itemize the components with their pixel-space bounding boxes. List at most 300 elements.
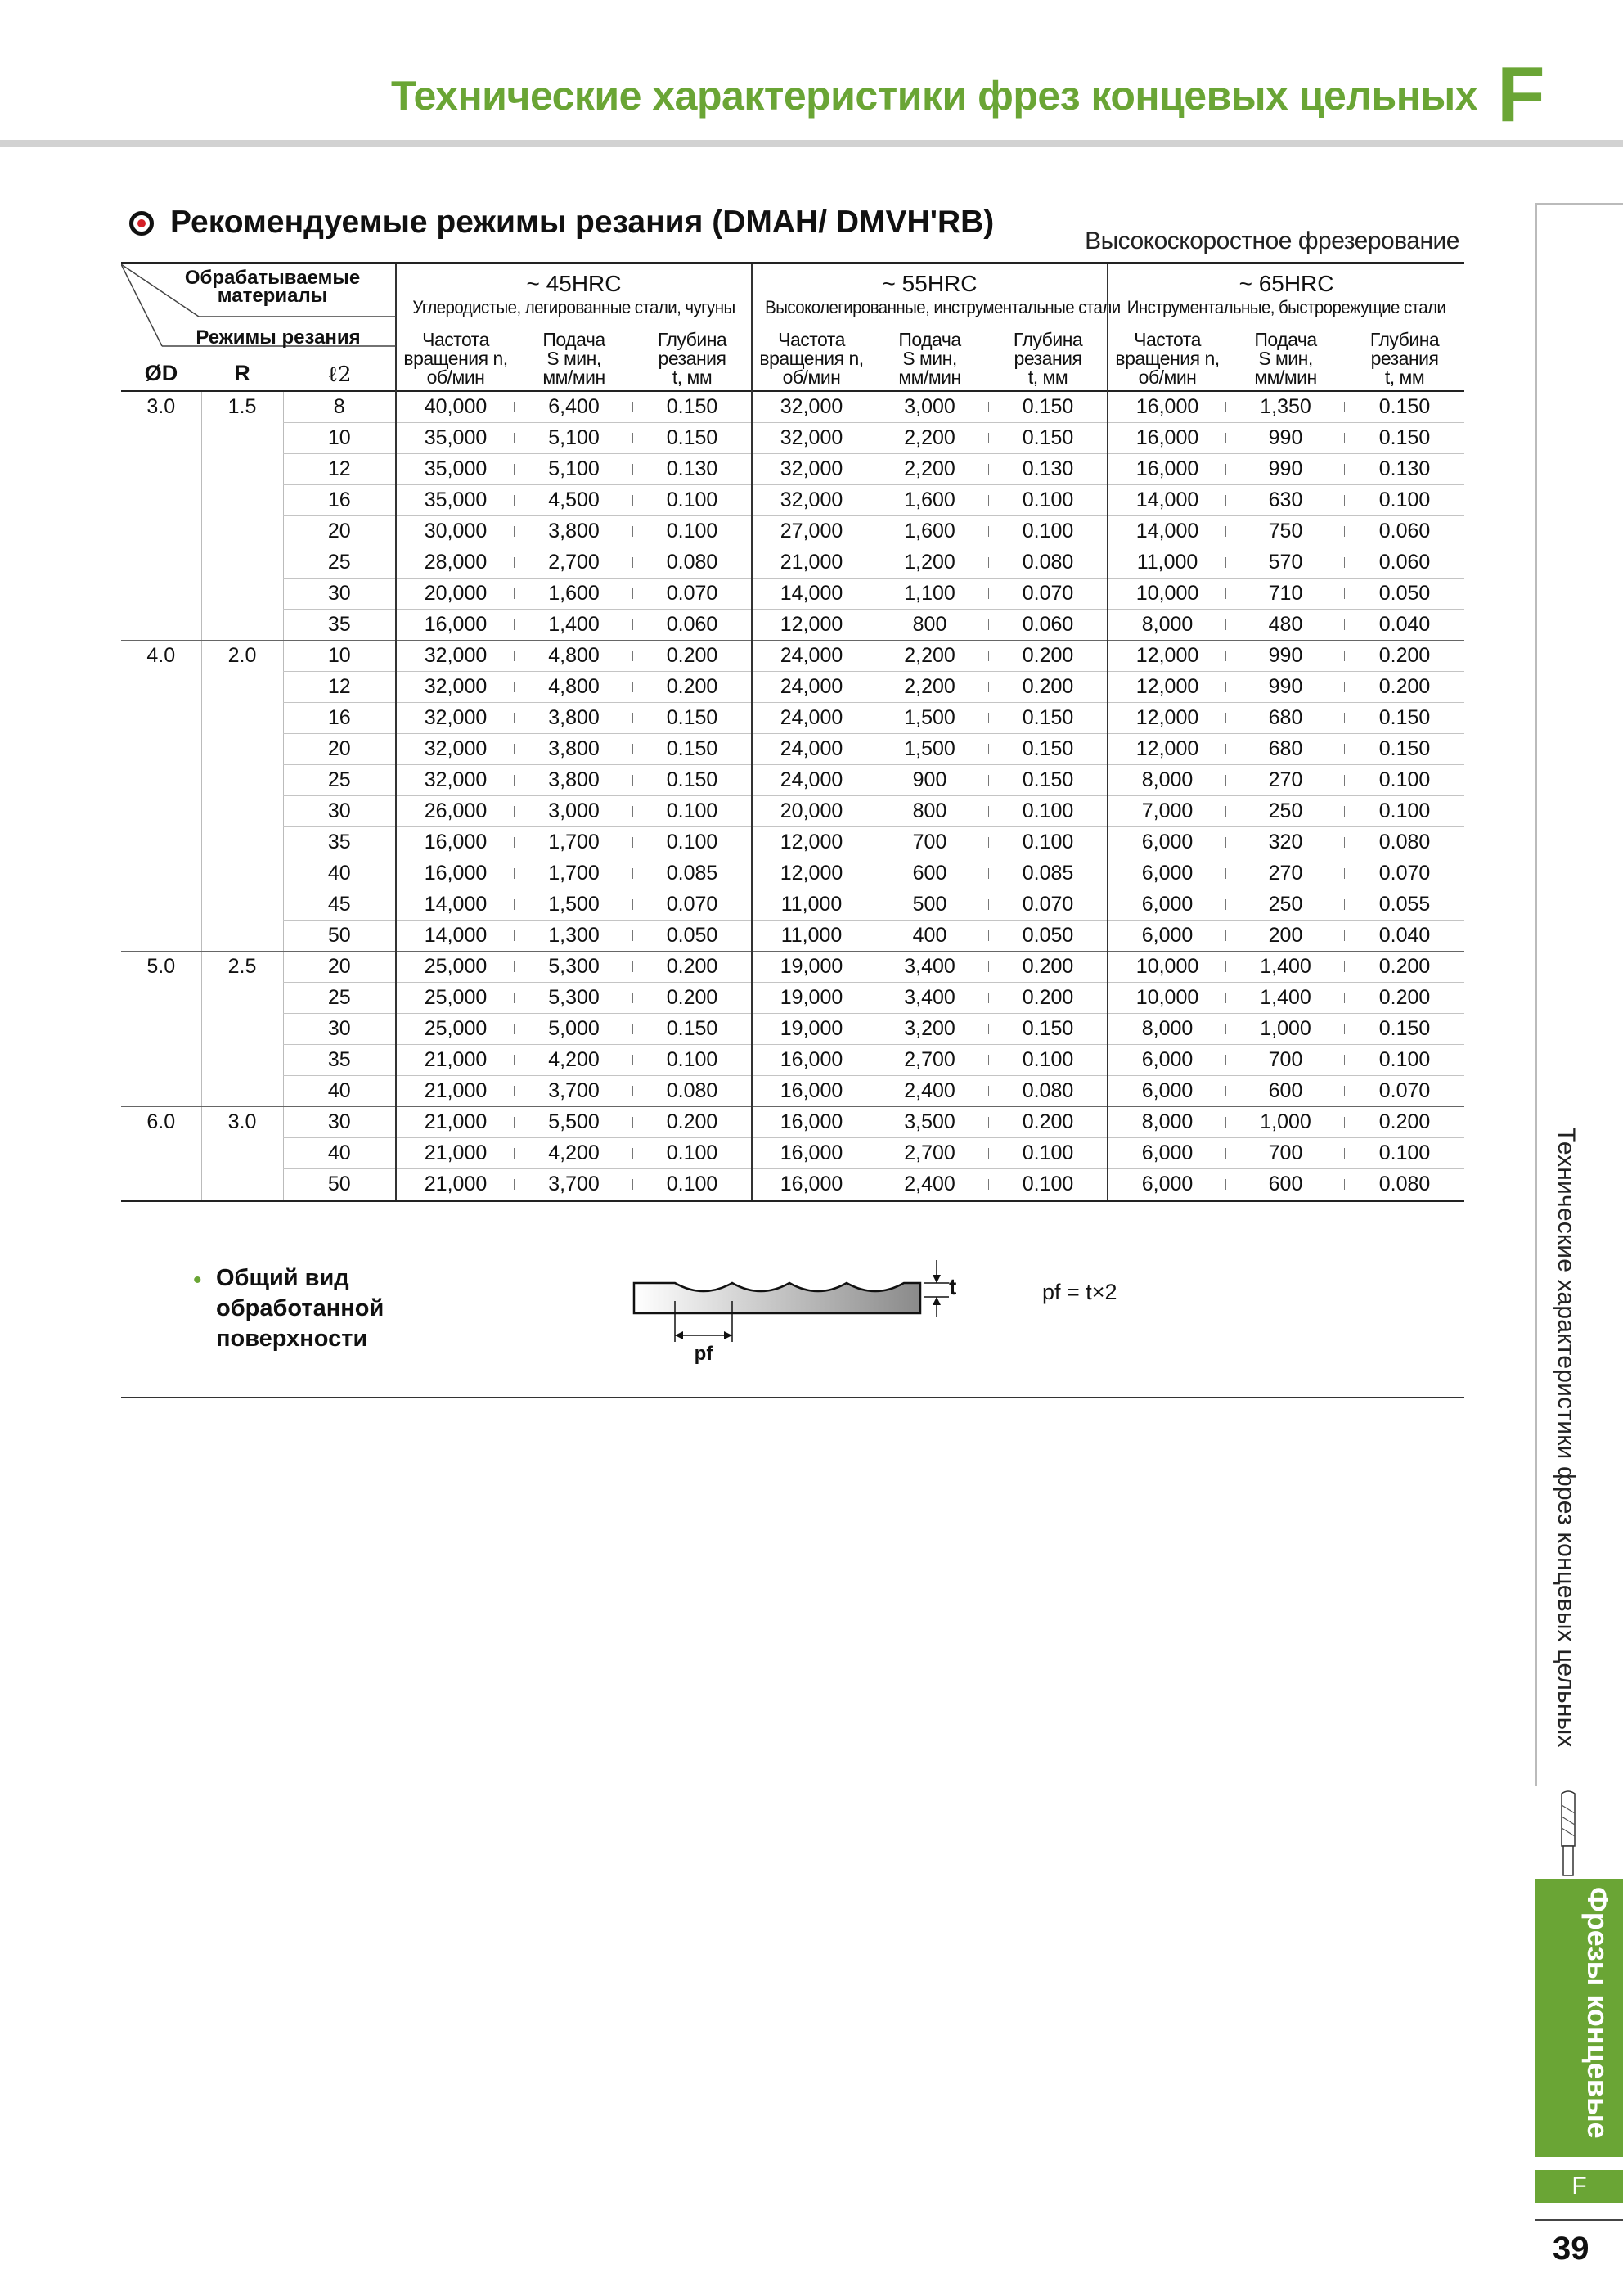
param-header-line: S мин, bbox=[902, 347, 957, 369]
corner-materials-label: Обрабатываемые материалы bbox=[184, 267, 361, 307]
param-header-line: мм/мин bbox=[542, 366, 605, 388]
radius-cell bbox=[201, 983, 283, 1014]
value-cell: 2,700 bbox=[870, 1045, 989, 1076]
value-cell: 3,700 bbox=[515, 1169, 633, 1201]
length-cell: 10 bbox=[283, 423, 396, 454]
value-cell: 1,700 bbox=[515, 827, 633, 858]
table-row bbox=[121, 889, 1464, 921]
value-cell: 12,000 bbox=[1108, 734, 1226, 765]
value-cell: 0.100 bbox=[1345, 485, 1464, 516]
value-cell: 0.200 bbox=[1345, 641, 1464, 672]
value-cell: 0.200 bbox=[1345, 952, 1464, 983]
length-cell: 8 bbox=[283, 391, 396, 423]
value-cell: 19,000 bbox=[752, 1014, 870, 1045]
diameter-cell bbox=[121, 454, 201, 485]
value-cell: 0.200 bbox=[989, 1107, 1108, 1138]
length-cell: 12 bbox=[283, 672, 396, 703]
value-cell: 0.200 bbox=[1345, 983, 1464, 1014]
value-cell: 990 bbox=[1226, 672, 1345, 703]
value-cell: 0.070 bbox=[1345, 858, 1464, 889]
section-title: Рекомендуемые режимы резания (DMAH/ DMVH'RB) bbox=[170, 205, 995, 240]
diameter-cell bbox=[121, 547, 201, 579]
value-cell: 3,400 bbox=[870, 983, 989, 1014]
value-cell: 32,000 bbox=[752, 391, 870, 423]
length-cell: 30 bbox=[283, 579, 396, 610]
value-cell: 0.040 bbox=[1345, 610, 1464, 641]
param-header-line: Частота bbox=[778, 328, 845, 350]
col-header-l2: ℓ2 bbox=[327, 362, 352, 387]
value-cell: 2,200 bbox=[870, 641, 989, 672]
param-header-line: t, мм bbox=[672, 366, 713, 388]
length-cell: 16 bbox=[283, 485, 396, 516]
radius-cell bbox=[201, 516, 283, 547]
header-rule bbox=[0, 140, 1623, 147]
diameter-cell bbox=[121, 1014, 201, 1045]
value-cell: 0.100 bbox=[1345, 1045, 1464, 1076]
value-cell: 25,000 bbox=[396, 952, 515, 983]
value-cell: 0.070 bbox=[1345, 1076, 1464, 1107]
value-cell: 0.060 bbox=[1345, 547, 1464, 579]
value-cell: 0.100 bbox=[633, 1138, 752, 1169]
bottom-rule bbox=[121, 1397, 1464, 1398]
value-cell: 0.150 bbox=[1345, 1014, 1464, 1045]
value-cell: 1,000 bbox=[1226, 1014, 1345, 1045]
value-cell: 16,000 bbox=[1108, 391, 1226, 423]
value-cell: 19,000 bbox=[752, 983, 870, 1014]
value-cell: 6,000 bbox=[1108, 1076, 1226, 1107]
value-cell: 14,000 bbox=[752, 579, 870, 610]
radius-cell bbox=[201, 703, 283, 734]
value-cell: 0.050 bbox=[989, 921, 1108, 952]
value-cell: 800 bbox=[870, 796, 989, 827]
diameter-cell bbox=[121, 516, 201, 547]
value-cell: 0.150 bbox=[1345, 391, 1464, 423]
value-cell: 0.130 bbox=[633, 454, 752, 485]
value-cell: 2,700 bbox=[515, 547, 633, 579]
value-cell: 32,000 bbox=[752, 454, 870, 485]
value-cell: 14,000 bbox=[396, 921, 515, 952]
value-cell: 7,000 bbox=[1108, 796, 1226, 827]
radius-cell bbox=[201, 1076, 283, 1107]
value-cell: 1,300 bbox=[515, 921, 633, 952]
table-row bbox=[121, 1014, 1464, 1045]
side-tab-vertical-line bbox=[1535, 203, 1537, 1786]
value-cell: 250 bbox=[1226, 889, 1345, 921]
value-cell: 10,000 bbox=[1108, 579, 1226, 610]
value-cell: 5,000 bbox=[515, 1014, 633, 1045]
value-cell: 0.100 bbox=[633, 1169, 752, 1201]
diameter-cell bbox=[121, 889, 201, 921]
param-header-line: Глубина bbox=[1013, 328, 1083, 350]
param-header-line: мм/мин bbox=[898, 366, 961, 388]
value-cell: 12,000 bbox=[752, 610, 870, 641]
diameter-cell bbox=[121, 610, 201, 641]
value-cell: 0.150 bbox=[989, 703, 1108, 734]
value-cell: 0.150 bbox=[633, 391, 752, 423]
value-cell: 16,000 bbox=[752, 1045, 870, 1076]
value-cell: 14,000 bbox=[1108, 485, 1226, 516]
surface-profile-diagram bbox=[622, 1252, 982, 1366]
value-cell: 0.050 bbox=[1345, 579, 1464, 610]
diameter-cell bbox=[121, 765, 201, 796]
diameter-cell: 6.0 bbox=[146, 1110, 176, 1134]
value-cell: 710 bbox=[1226, 579, 1345, 610]
value-cell: 0.060 bbox=[1345, 516, 1464, 547]
value-cell: 0.150 bbox=[1345, 703, 1464, 734]
value-cell: 0.100 bbox=[989, 485, 1108, 516]
value-cell: 1,500 bbox=[870, 703, 989, 734]
col-header-r: R bbox=[234, 361, 250, 385]
value-cell: 0.100 bbox=[989, 1169, 1108, 1201]
param-header-line: мм/мин bbox=[1254, 366, 1317, 388]
value-cell: 2,200 bbox=[870, 454, 989, 485]
diameter-cell bbox=[121, 485, 201, 516]
value-cell: 3,800 bbox=[515, 703, 633, 734]
table-row bbox=[121, 921, 1464, 952]
param-header-line: t, мм bbox=[1027, 366, 1068, 388]
radius-cell bbox=[201, 1014, 283, 1045]
param-header bbox=[1345, 326, 1464, 391]
value-cell: 0.100 bbox=[989, 1138, 1108, 1169]
value-cell: 8,000 bbox=[1108, 1014, 1226, 1045]
table-header bbox=[121, 263, 1464, 392]
value-cell: 10,000 bbox=[1108, 983, 1226, 1014]
value-cell: 32,000 bbox=[396, 765, 515, 796]
value-cell: 5,100 bbox=[515, 454, 633, 485]
value-cell: 0.150 bbox=[989, 391, 1108, 423]
value-cell: 4,500 bbox=[515, 485, 633, 516]
param-header-line: Подача bbox=[542, 328, 605, 350]
radius-cell bbox=[201, 423, 283, 454]
value-cell: 1,500 bbox=[870, 734, 989, 765]
corner-modes-label: Режимы резания bbox=[196, 326, 361, 349]
diameter-cell bbox=[121, 983, 201, 1014]
value-cell: 990 bbox=[1226, 641, 1345, 672]
value-cell: 0.200 bbox=[633, 1107, 752, 1138]
radius-cell bbox=[201, 889, 283, 921]
value-cell: 0.070 bbox=[989, 889, 1108, 921]
value-cell: 600 bbox=[1226, 1169, 1345, 1201]
value-cell: 0.085 bbox=[989, 858, 1108, 889]
value-cell: 6,000 bbox=[1108, 1045, 1226, 1076]
length-cell: 25 bbox=[283, 983, 396, 1014]
value-cell: 4,200 bbox=[515, 1138, 633, 1169]
value-cell: 2,200 bbox=[870, 672, 989, 703]
value-cell: 12,000 bbox=[1108, 641, 1226, 672]
value-cell: 990 bbox=[1226, 423, 1345, 454]
value-cell: 11,000 bbox=[752, 889, 870, 921]
pf-formula: pf = t×2 bbox=[1042, 1280, 1117, 1304]
table-row bbox=[121, 423, 1464, 454]
diameter-cell bbox=[121, 1076, 201, 1107]
value-cell: 21,000 bbox=[396, 1045, 515, 1076]
group-materials-cell bbox=[1108, 297, 1464, 326]
value-cell: 12,000 bbox=[752, 827, 870, 858]
param-header-line: t, мм bbox=[1384, 366, 1425, 388]
value-cell: 0.080 bbox=[1345, 1169, 1464, 1201]
end-mill-icon bbox=[1552, 1789, 1585, 1877]
table-row bbox=[121, 703, 1464, 734]
param-header-line: резания bbox=[1014, 347, 1082, 369]
table-row bbox=[121, 547, 1464, 579]
section-subtitle: Высокоскоростное фрезерование bbox=[1085, 227, 1459, 254]
param-header-line: вращения n, bbox=[403, 347, 508, 369]
group-header-55hrc: ~ 55HRC bbox=[752, 263, 1108, 298]
value-cell: 24,000 bbox=[752, 765, 870, 796]
value-cell: 21,000 bbox=[396, 1107, 515, 1138]
param-header-line: об/мин bbox=[782, 366, 841, 388]
value-cell: 0.100 bbox=[633, 516, 752, 547]
param-header-line: Глубина bbox=[1369, 328, 1440, 350]
value-cell: 20,000 bbox=[752, 796, 870, 827]
value-cell: 1,200 bbox=[870, 547, 989, 579]
value-cell: 6,000 bbox=[1108, 827, 1226, 858]
table-row bbox=[121, 641, 1464, 672]
value-cell: 200 bbox=[1226, 921, 1345, 952]
value-cell: 24,000 bbox=[752, 672, 870, 703]
value-cell: 750 bbox=[1226, 516, 1345, 547]
length-cell: 20 bbox=[283, 734, 396, 765]
value-cell: 16,000 bbox=[752, 1076, 870, 1107]
value-cell: 32,000 bbox=[752, 423, 870, 454]
page-number-rule bbox=[1535, 2219, 1623, 2221]
side-tab-top-line bbox=[1535, 203, 1623, 205]
diameter-cell bbox=[121, 921, 201, 952]
table-row bbox=[121, 952, 1464, 983]
value-cell: 0.150 bbox=[633, 734, 752, 765]
value-cell: 990 bbox=[1226, 454, 1345, 485]
value-cell: 35,000 bbox=[396, 485, 515, 516]
section-letter: F bbox=[1497, 51, 1545, 138]
value-cell: 1,000 bbox=[1226, 1107, 1345, 1138]
param-header-line: Подача bbox=[1254, 328, 1317, 350]
value-cell: 0.080 bbox=[633, 547, 752, 579]
value-cell: 28,000 bbox=[396, 547, 515, 579]
value-cell: 1,600 bbox=[870, 516, 989, 547]
length-cell: 30 bbox=[283, 796, 396, 827]
value-cell: 5,100 bbox=[515, 423, 633, 454]
radius-cell bbox=[201, 610, 283, 641]
value-cell: 12,000 bbox=[752, 858, 870, 889]
category-tab-label: Фрезы концевые bbox=[1581, 1887, 1615, 2139]
surface-view-label bbox=[216, 1263, 384, 1354]
length-cell: 35 bbox=[283, 1045, 396, 1076]
table-row bbox=[121, 983, 1464, 1014]
value-cell: 0.100 bbox=[989, 827, 1108, 858]
bullet-dot: • bbox=[193, 1267, 202, 1294]
value-cell: 35,000 bbox=[396, 423, 515, 454]
value-cell: 21,000 bbox=[396, 1076, 515, 1107]
group-materials-65: Инструментальные, быстрорежущие стали bbox=[1126, 297, 1446, 317]
param-header-line: Частота bbox=[1134, 328, 1201, 350]
surface-label-line: обработанной bbox=[216, 1295, 384, 1321]
param-header bbox=[989, 326, 1108, 391]
value-cell: 700 bbox=[1226, 1138, 1345, 1169]
value-cell: 16,000 bbox=[752, 1107, 870, 1138]
value-cell: 0.070 bbox=[989, 579, 1108, 610]
value-cell: 19,000 bbox=[752, 952, 870, 983]
value-cell: 0.070 bbox=[633, 579, 752, 610]
value-cell: 16,000 bbox=[752, 1138, 870, 1169]
value-cell: 0.085 bbox=[633, 858, 752, 889]
value-cell: 5,300 bbox=[515, 983, 633, 1014]
page-header-title: Технические характеристики фрез концевых цельных bbox=[390, 73, 1477, 119]
value-cell: 3,700 bbox=[515, 1076, 633, 1107]
value-cell: 0.200 bbox=[989, 952, 1108, 983]
value-cell: 900 bbox=[870, 765, 989, 796]
value-cell: 0.100 bbox=[1345, 796, 1464, 827]
value-cell: 5,500 bbox=[515, 1107, 633, 1138]
table-row bbox=[121, 485, 1464, 516]
diameter-cell: 5.0 bbox=[146, 955, 176, 979]
value-cell: 25,000 bbox=[396, 1014, 515, 1045]
radius-cell bbox=[201, 547, 283, 579]
value-cell: 12,000 bbox=[1108, 703, 1226, 734]
table-row bbox=[121, 765, 1464, 796]
value-cell: 1,700 bbox=[515, 858, 633, 889]
value-cell: 680 bbox=[1226, 703, 1345, 734]
table-row bbox=[121, 858, 1464, 889]
value-cell: 26,000 bbox=[396, 796, 515, 827]
value-cell: 0.200 bbox=[989, 983, 1108, 1014]
value-cell: 1,600 bbox=[870, 485, 989, 516]
diameter-cell bbox=[121, 827, 201, 858]
value-cell: 16,000 bbox=[752, 1169, 870, 1201]
value-cell: 40,000 bbox=[396, 391, 515, 423]
param-header-line: Частота bbox=[422, 328, 489, 350]
value-cell: 0.080 bbox=[633, 1076, 752, 1107]
value-cell: 0.070 bbox=[633, 889, 752, 921]
value-cell: 35,000 bbox=[396, 454, 515, 485]
value-cell: 0.100 bbox=[633, 827, 752, 858]
value-cell: 3,800 bbox=[515, 734, 633, 765]
value-cell: 3,000 bbox=[870, 391, 989, 423]
col-header-d: ØD bbox=[144, 361, 178, 385]
diameter-cell: 3.0 bbox=[146, 395, 176, 419]
table-body bbox=[121, 391, 1464, 1201]
radius-cell bbox=[201, 858, 283, 889]
table-row bbox=[121, 827, 1464, 858]
value-cell: 2,700 bbox=[870, 1138, 989, 1169]
length-cell: 10 bbox=[283, 641, 396, 672]
t-dimension-label: t bbox=[949, 1274, 957, 1299]
param-header bbox=[396, 326, 515, 391]
value-cell: 6,000 bbox=[1108, 889, 1226, 921]
value-cell: 250 bbox=[1226, 796, 1345, 827]
group-materials-55: Высоколегированные, инструментальные стали bbox=[765, 297, 1121, 317]
value-cell: 0.055 bbox=[1345, 889, 1464, 921]
value-cell: 0.150 bbox=[633, 423, 752, 454]
value-cell: 0.050 bbox=[633, 921, 752, 952]
param-header-line: S мин, bbox=[1258, 347, 1313, 369]
param-header bbox=[870, 326, 989, 391]
value-cell: 3,000 bbox=[515, 796, 633, 827]
group-header-45hrc: ~ 45HRC bbox=[396, 263, 752, 298]
value-cell: 0.100 bbox=[633, 1045, 752, 1076]
length-cell: 35 bbox=[283, 827, 396, 858]
length-cell: 25 bbox=[283, 765, 396, 796]
table-row bbox=[121, 672, 1464, 703]
length-cell: 35 bbox=[283, 610, 396, 641]
value-cell: 0.100 bbox=[1345, 1138, 1464, 1169]
value-cell: 700 bbox=[870, 827, 989, 858]
value-cell: 0.200 bbox=[1345, 1107, 1464, 1138]
value-cell: 270 bbox=[1226, 765, 1345, 796]
diameter-cell bbox=[121, 672, 201, 703]
param-header bbox=[515, 326, 633, 391]
radius-cell bbox=[201, 579, 283, 610]
table-row bbox=[121, 796, 1464, 827]
value-cell: 0.150 bbox=[1345, 423, 1464, 454]
value-cell: 0.200 bbox=[989, 641, 1108, 672]
value-cell: 2,200 bbox=[870, 423, 989, 454]
value-cell: 8,000 bbox=[1108, 610, 1226, 641]
radius-cell bbox=[201, 1169, 283, 1201]
length-cell: 45 bbox=[283, 889, 396, 921]
value-cell: 0.100 bbox=[633, 796, 752, 827]
table-row bbox=[121, 1107, 1464, 1138]
value-cell: 700 bbox=[1226, 1045, 1345, 1076]
side-vertical-title: Технические характеристики фрез концевых цельных bbox=[1553, 1128, 1580, 1748]
value-cell: 25,000 bbox=[396, 983, 515, 1014]
value-cell: 600 bbox=[870, 858, 989, 889]
radius-cell: 3.0 bbox=[201, 1107, 283, 1138]
value-cell: 32,000 bbox=[752, 485, 870, 516]
value-cell: 1,400 bbox=[1226, 952, 1345, 983]
radius-cell bbox=[201, 921, 283, 952]
value-cell: 400 bbox=[870, 921, 989, 952]
value-cell: 0.150 bbox=[989, 1014, 1108, 1045]
value-cell: 320 bbox=[1226, 827, 1345, 858]
value-cell: 0.150 bbox=[1345, 734, 1464, 765]
value-cell: 800 bbox=[870, 610, 989, 641]
value-cell: 4,800 bbox=[515, 641, 633, 672]
param-header-line: Подача bbox=[898, 328, 961, 350]
target-bullet-icon bbox=[129, 211, 154, 236]
table-corner-header bbox=[121, 263, 396, 392]
value-cell: 1,400 bbox=[1226, 983, 1345, 1014]
value-cell: 0.150 bbox=[989, 765, 1108, 796]
param-header-line: резания bbox=[1370, 347, 1439, 369]
length-cell: 50 bbox=[283, 1169, 396, 1201]
radius-cell bbox=[201, 827, 283, 858]
value-cell: 21,000 bbox=[752, 547, 870, 579]
value-cell: 16,000 bbox=[396, 827, 515, 858]
length-cell: 50 bbox=[283, 921, 396, 952]
value-cell: 16,000 bbox=[396, 610, 515, 641]
table-row bbox=[121, 579, 1464, 610]
category-letter-tab[interactable]: F bbox=[1535, 2170, 1623, 2203]
value-cell: 5,300 bbox=[515, 952, 633, 983]
value-cell: 630 bbox=[1226, 485, 1345, 516]
radius-cell bbox=[201, 796, 283, 827]
value-cell: 11,000 bbox=[1108, 547, 1226, 579]
length-cell: 30 bbox=[283, 1014, 396, 1045]
length-cell: 40 bbox=[283, 1138, 396, 1169]
value-cell: 0.100 bbox=[989, 1045, 1108, 1076]
diameter-cell bbox=[121, 858, 201, 889]
value-cell: 32,000 bbox=[396, 672, 515, 703]
value-cell: 0.200 bbox=[633, 641, 752, 672]
value-cell: 16,000 bbox=[1108, 454, 1226, 485]
value-cell: 680 bbox=[1226, 734, 1345, 765]
value-cell: 0.130 bbox=[1345, 454, 1464, 485]
table-row bbox=[121, 454, 1464, 485]
diameter-cell bbox=[121, 1169, 201, 1201]
diameter-cell bbox=[121, 1045, 201, 1076]
diameter-cell bbox=[121, 579, 201, 610]
value-cell: 4,200 bbox=[515, 1045, 633, 1076]
